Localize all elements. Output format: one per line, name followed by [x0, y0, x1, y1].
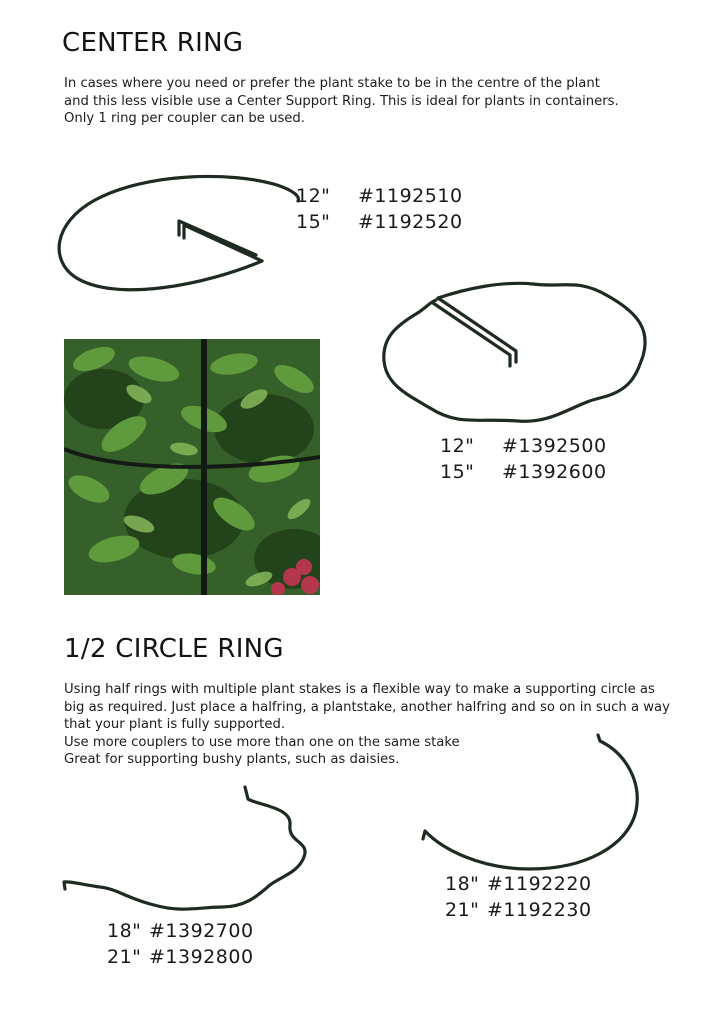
product-code: #1392700: [149, 920, 254, 942]
description-line: and this less visible use a Center Support Ring. This is ideal for plants in containers.: [64, 93, 619, 109]
product-size: 21": [445, 899, 480, 921]
product-code: #1192510: [358, 185, 463, 207]
wavy-center-ring-illustration: [378, 276, 658, 426]
plant-photo: [64, 339, 320, 595]
product-list-wavy-half: [107, 918, 254, 970]
product-size: 12": [296, 185, 331, 207]
description-line: Only 1 ring per coupler can be used.: [64, 111, 305, 126]
description-line: Great for supporting bushy plants, such as daisies.: [64, 752, 400, 767]
product-size: 15": [296, 211, 331, 233]
product-row: [296, 183, 463, 209]
product-code: #1192230: [487, 899, 592, 921]
smooth-center-ring-illustration: [55, 165, 315, 305]
description-line: big as required. Just place a halfring, a plantstake, another halfring and so on in such a way: [64, 699, 670, 715]
product-list-wavy-center: [440, 433, 607, 485]
description-line: Using half rings with multiple plant stakes is a flexible way to make a supporting circle as: [64, 682, 655, 697]
product-code: #1192220: [487, 873, 592, 895]
product-size: 12": [440, 435, 475, 457]
product-list-smooth-center: [296, 183, 463, 235]
product-size: 18": [107, 920, 142, 942]
product-row: [440, 459, 607, 485]
product-code: #1392500: [502, 435, 607, 457]
product-code: #1192520: [358, 211, 463, 233]
center-ring-description: [64, 75, 619, 128]
description-line: Use more couplers to use more than one on the same stake: [64, 734, 460, 750]
center-ring-title: CENTER RING: [62, 28, 244, 58]
description-line: In cases where you need or prefer the plant stake to be in the centre of the plant: [64, 76, 600, 91]
description-line: that your plant is fully supported.: [64, 717, 286, 732]
product-row: [296, 209, 463, 235]
half-ring-title: 1/2 CIRCLE RING: [64, 634, 284, 664]
product-list-smooth-half: [445, 871, 592, 923]
product-code: #1392600: [502, 461, 607, 483]
product-row: [445, 871, 592, 897]
wavy-half-ring-illustration: [62, 785, 312, 915]
product-row: [107, 944, 254, 970]
smooth-half-ring-illustration: [420, 731, 650, 871]
product-row: [440, 433, 607, 459]
product-row: [107, 918, 254, 944]
product-size: 21": [107, 946, 142, 968]
product-size: 18": [445, 873, 480, 895]
product-size: 15": [440, 461, 475, 483]
foliage-image: [64, 339, 320, 595]
product-row: [445, 897, 592, 923]
product-code: #1392800: [149, 946, 254, 968]
